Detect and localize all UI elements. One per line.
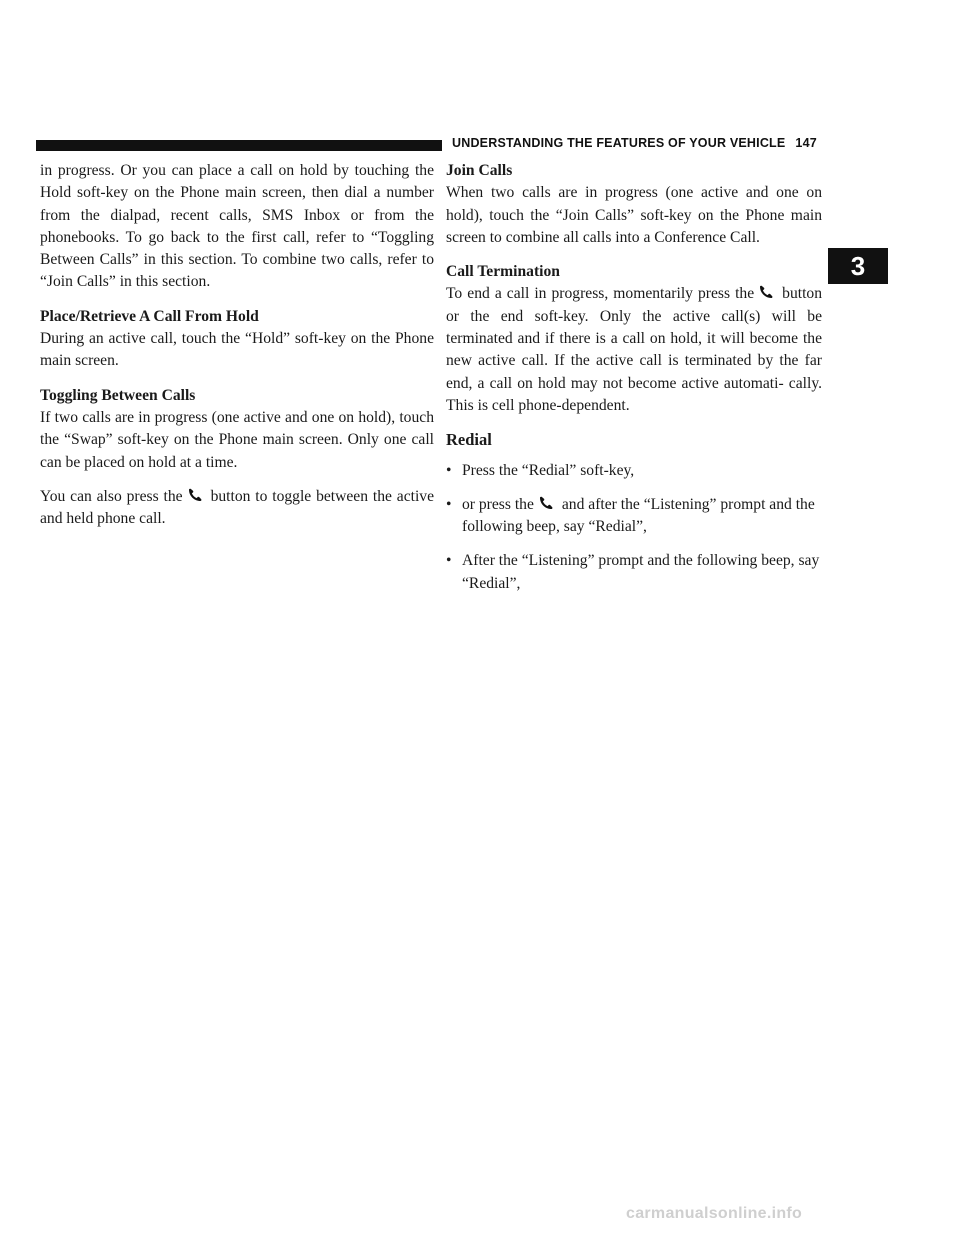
heading-join: Join Calls [446, 162, 513, 179]
right-column [446, 160, 822, 607]
bullet: • [446, 495, 452, 513]
phone-handset-icon [538, 496, 556, 510]
bullet: • [446, 461, 452, 479]
phone-handset-icon [187, 488, 205, 502]
hold-paragraph: During an active call, touch the “Hold” soft-key on the Phone main screen. [40, 330, 434, 370]
heading-termination: Call Termination [446, 263, 560, 281]
join-paragraph: When two calls are in progress (one active and one on hold), touch the “Join Calls” soft-key on the Phone main screen to combine all calls into a Conference Call. [446, 184, 822, 246]
redial-list [446, 460, 822, 595]
toggle-paragraph: If two calls are in progress (one active and one on hold), touch the “Swap” soft-key on the Phone main screen. Only one call can be placed on hold at a time. [40, 408, 434, 471]
toggle-button-paragraph: You can also press the button to toggle between the active and held phone call. [40, 487, 434, 528]
page-number: 147 [795, 136, 817, 150]
list-item: • After the “Listening” prompt and the following beep, say “Redial”, [446, 552, 820, 592]
left-column [40, 160, 434, 542]
intro-paragraph: in progress. Or you can place a call on hold by touching the Hold soft-key on the Phone main screen, then dial a number from the dialpad, recent calls, SMS Inbox or from the phonebooks. To go back to the first call, refer to “Toggling Between Calls” in this section. To combine two calls, refer to “Join Calls” in this section. [40, 162, 434, 291]
list-item: • Press the “Redial” soft-key, [446, 460, 822, 482]
heading-redial: Redial [446, 430, 492, 450]
header-rule [36, 140, 442, 151]
phone-handset-icon [758, 285, 776, 299]
termination-paragraph: To end a call in progress, momentarily press the button or the end soft-key. Only the active call(s) will be terminated and if there is a call on hold, it will become the new active call. If the active call is terminated by the far end, a call on hold may not become active automati- cally. This is cell phone-dependent. [446, 285, 822, 414]
running-header [452, 136, 852, 150]
header-title: UNDERSTANDING THE FEATURES OF YOUR VEHICLE [452, 136, 786, 150]
heading-hold: Place/Retrieve A Call From Hold [40, 307, 259, 325]
list-item: • or press the and after the “Listening” prompt and the following beep, say “Redial”, [446, 495, 815, 536]
watermark: carmanualsonline.info [626, 1205, 803, 1222]
bullet: • [446, 552, 452, 570]
chapter-tab: 3 [828, 248, 888, 284]
heading-toggle: Toggling Between Calls [40, 386, 196, 404]
